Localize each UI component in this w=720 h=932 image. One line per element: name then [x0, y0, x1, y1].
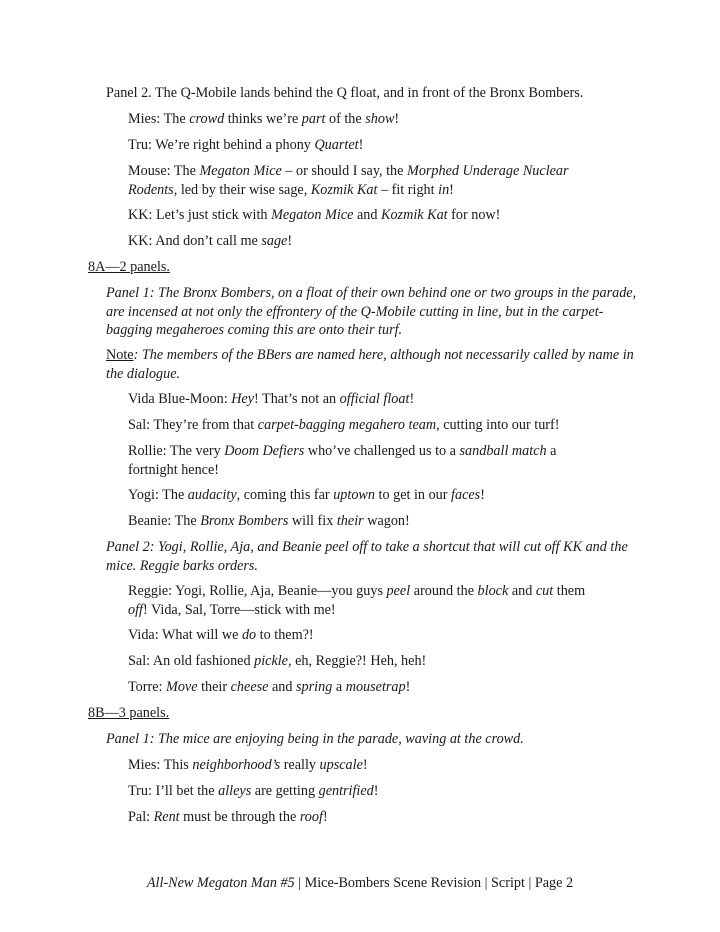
- text-run: faces: [451, 487, 481, 503]
- text-run: , led by their wise sage,: [173, 181, 311, 198]
- text-run: Megaton Mice: [271, 207, 354, 223]
- text-run: the dialogue.: [106, 365, 181, 382]
- dialogue-line: [128, 416, 559, 435]
- text-run: must be through the: [179, 809, 300, 825]
- text-run: , cutting into our turf!: [436, 417, 560, 433]
- text-run: off: [128, 601, 143, 618]
- text-run: ! That’s not an: [254, 391, 340, 407]
- dialogue-line: [128, 808, 328, 827]
- text-run: KK: And don’t call me: [128, 233, 262, 249]
- text-run: Bronx Bombers: [200, 513, 289, 529]
- text-run: and: [508, 583, 536, 599]
- text-run: 8B—3 panels.: [88, 705, 170, 721]
- text-run: them: [553, 583, 586, 599]
- stage-direction: [106, 84, 583, 103]
- text-run: Panel 2: Yogi, Rollie, Aja, and Beanie peel off to take a shortcut that will cut off KK and the: [106, 539, 628, 555]
- dialogue-line: [128, 678, 410, 697]
- stage-direction: [106, 730, 524, 749]
- text-run: Note: [106, 347, 134, 363]
- text-run: upscale: [319, 757, 363, 773]
- dialogue-line: [128, 652, 426, 671]
- text-run: part: [301, 111, 326, 127]
- text-run: are incensed at not only the effrontery of the Q-Mobile cutting in line, but in the carpet-: [106, 303, 604, 320]
- text-run: to get in our: [374, 487, 452, 503]
- text-run: Yogi: The: [128, 487, 188, 503]
- text-run: official float: [339, 391, 410, 407]
- text-run: a: [546, 443, 557, 459]
- dialogue-line: [128, 206, 500, 225]
- text-run: are getting: [251, 783, 319, 799]
- page-footer: [0, 874, 720, 892]
- text-run: will fix: [288, 513, 337, 529]
- stage-direction: [106, 346, 634, 383]
- text-run: Panel 2. The Q-Mobile lands behind the Q float, and in front of the Bronx Bombers.: [106, 85, 584, 101]
- text-run: for now!: [447, 207, 501, 223]
- text-run: , coming this far: [236, 487, 334, 503]
- text-run: sage: [261, 233, 288, 249]
- text-run: Beanie: The: [128, 513, 201, 529]
- text-run: who’ve challenged us to a: [304, 443, 460, 459]
- text-run: and: [268, 679, 297, 695]
- text-run: !: [373, 783, 379, 799]
- footer-title: All-New Megaton Man #5: [146, 875, 295, 891]
- text-run: to them?!: [256, 627, 314, 643]
- text-run: – or should I say, the: [281, 163, 407, 179]
- dialogue-line: [128, 486, 485, 505]
- text-run: !: [322, 809, 328, 825]
- text-run: Megaton Mice: [199, 163, 282, 179]
- text-run: !: [409, 391, 415, 407]
- text-run: in: [438, 181, 450, 198]
- text-run: Panel 1: The Bronx Bombers, on a float of their own behind one or two groups in the parade,: [106, 285, 637, 301]
- text-run: spring: [296, 679, 333, 695]
- text-run: of the: [325, 111, 366, 127]
- text-run: gentrified: [318, 783, 374, 799]
- text-run: 8A—2 panels.: [88, 259, 170, 275]
- dialogue-line: [128, 626, 314, 645]
- dialogue-line: [128, 110, 399, 129]
- text-run: ! Vida, Sal, Torre—stick with me!: [142, 601, 336, 618]
- stage-direction: [106, 538, 628, 575]
- text-run: block: [477, 583, 509, 599]
- text-run: audacity: [187, 487, 237, 503]
- text-run: Panel 1: The mice are enjoying being in the parade, waving at the crowd.: [106, 731, 524, 747]
- dialogue-line: [128, 232, 292, 251]
- text-run: do: [241, 627, 257, 643]
- text-run: crowd: [189, 111, 225, 127]
- text-run: Move: [166, 679, 198, 695]
- text-run: mice. Reggie barks orders.: [106, 557, 258, 574]
- text-run: cut: [535, 583, 554, 599]
- text-run: uptown: [333, 487, 375, 503]
- text-run: Kozmik Kat: [381, 207, 448, 223]
- text-run: Hey: [231, 391, 255, 407]
- text-run: a: [332, 679, 346, 695]
- text-run: neighborhood’s: [192, 757, 281, 773]
- text-run: !: [405, 679, 411, 695]
- text-run: Vida Blue-Moon:: [128, 391, 232, 407]
- text-run: cheese: [230, 679, 269, 695]
- scene-heading: [88, 258, 170, 277]
- text-run: Rollie: The very: [128, 443, 225, 459]
- text-run: mousetrap: [345, 679, 406, 695]
- text-run: Sal: An old fashioned: [128, 653, 255, 669]
- text-run: Tru: We’re right behind a phony: [128, 137, 315, 153]
- text-run: really: [280, 757, 320, 773]
- text-run: !: [287, 233, 293, 249]
- text-run: peel: [386, 583, 411, 599]
- text-run: , eh, Reggie?! Heh, heh!: [287, 653, 427, 669]
- dialogue-line: [128, 756, 368, 775]
- text-run: Rodents: [128, 181, 174, 198]
- text-run: roof: [299, 809, 323, 825]
- text-run: Mies: This: [128, 757, 193, 773]
- text-run: Pal:: [128, 809, 154, 825]
- dialogue-line: [128, 162, 569, 199]
- text-run: wagon!: [363, 513, 410, 529]
- text-run: !: [362, 757, 368, 773]
- text-run: !: [449, 181, 454, 198]
- text-run: Vida: What will we: [128, 627, 242, 643]
- text-run: thinks we’re: [224, 111, 302, 127]
- text-run: their: [197, 679, 231, 695]
- text-run: carpet-bagging megahero team: [257, 417, 437, 433]
- text-run: Torre:: [128, 679, 167, 695]
- text-run: !: [394, 111, 400, 127]
- text-run: sandball match: [459, 443, 547, 459]
- text-run: Mouse: The: [128, 163, 200, 179]
- text-run: Mies: The: [128, 111, 190, 127]
- text-run: KK: Let’s just stick with: [128, 207, 272, 223]
- text-run: – fit right: [377, 181, 439, 198]
- text-run: Quartet: [314, 137, 359, 153]
- dialogue-line: [128, 582, 585, 619]
- dialogue-line: [128, 512, 410, 531]
- scene-heading: [88, 704, 169, 723]
- dialogue-line: [128, 442, 556, 479]
- text-run: around the: [410, 583, 478, 599]
- text-run: Doom Defiers: [224, 443, 305, 459]
- text-run: Reggie: Yogi, Rollie, Aja, Beanie—you guys: [128, 583, 387, 599]
- text-run: : The members of the BBers are named here, although not necessarily called by name in: [133, 347, 634, 363]
- text-run: and: [353, 207, 381, 223]
- text-run: Morphed Underage Nuclear: [407, 163, 569, 179]
- footer-details: | Mice-Bombers Scene Revision | Script | Page 2: [294, 875, 574, 891]
- text-run: alleys: [218, 783, 252, 799]
- dialogue-line: [128, 136, 363, 155]
- dialogue-line: [128, 782, 379, 801]
- text-run: pickle: [254, 653, 288, 669]
- text-run: Rent: [153, 809, 180, 825]
- text-run: bagging megaheroes coming this are onto their turf.: [106, 322, 403, 338]
- text-run: fortnight hence!: [128, 461, 219, 478]
- text-run: show: [365, 111, 395, 127]
- text-run: Tru: I’ll bet the: [128, 783, 219, 799]
- stage-direction: [106, 284, 636, 340]
- text-run: their: [336, 513, 364, 529]
- text-run: Kozmik Kat: [310, 181, 378, 198]
- text-run: !: [358, 137, 364, 153]
- dialogue-line: [128, 390, 414, 409]
- text-run: !: [480, 487, 485, 503]
- text-run: Sal: They’re from that: [128, 417, 258, 433]
